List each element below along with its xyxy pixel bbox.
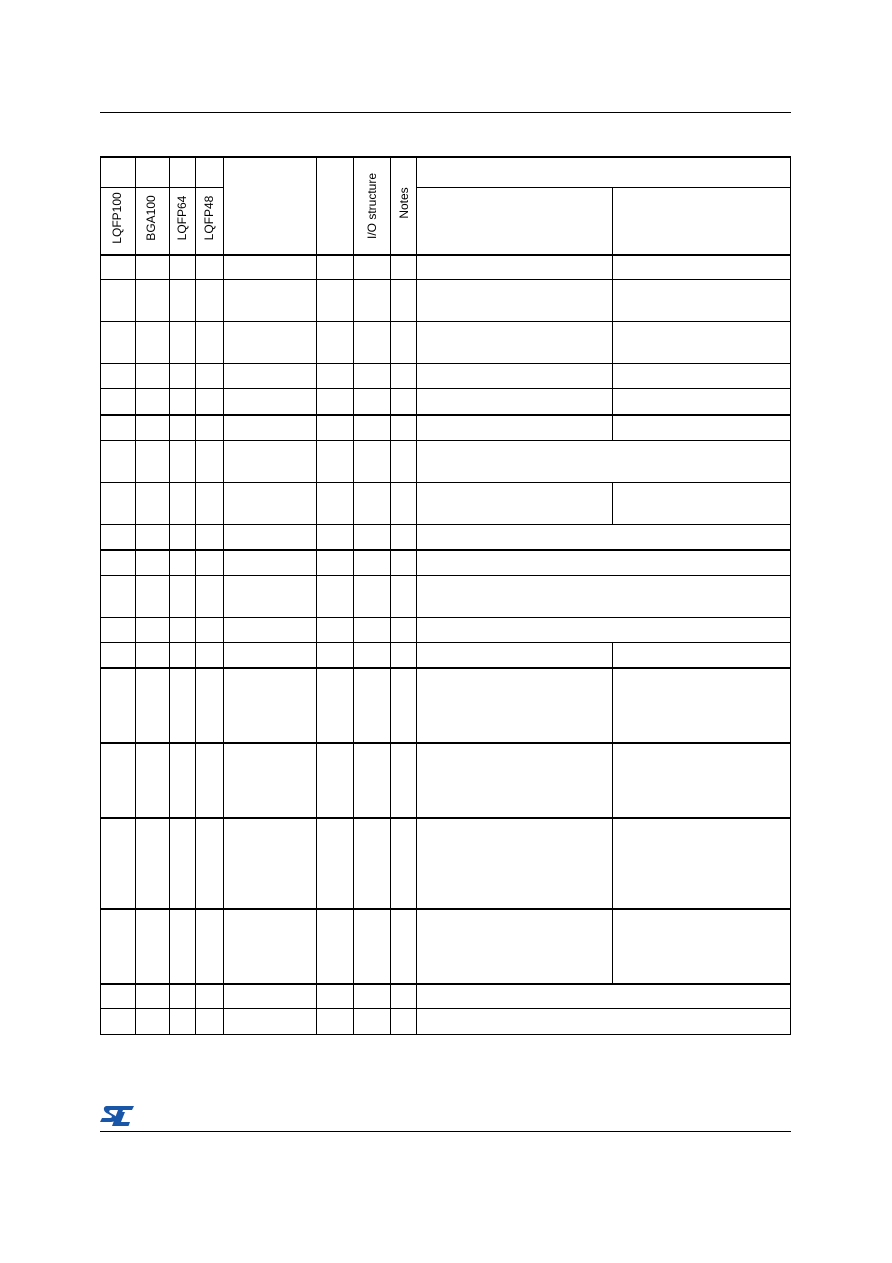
table-col-line [390,156,391,1035]
header-lqfp48: LQFP48 [202,195,216,241]
table-row-line [100,414,791,416]
table-row-line [100,817,791,819]
table-row-line [100,642,791,643]
table-col-split [612,254,613,279]
pin-table [100,156,791,1035]
table-border-top [100,156,791,158]
table-col-split [612,642,613,667]
table-row-line [100,440,791,441]
table-row-line [100,388,791,389]
header-rule [100,112,791,113]
table-col-split [612,187,613,254]
table-row-line [100,908,791,910]
table-row-line [100,279,791,280]
table-border-bottom [100,1034,791,1036]
table-row-line [100,617,791,618]
table-col-split [612,817,613,908]
header-group-line [100,187,223,188]
table-border-left [100,156,101,1035]
table-col-split [612,667,613,742]
table-col-line [353,156,354,1035]
table-row-line [100,667,791,669]
table-col-split [612,482,613,524]
footer-rule [100,1131,791,1132]
table-col-split [612,414,613,440]
table-col-split [612,388,613,414]
table-row-line [100,549,791,551]
table-col-line [195,156,196,1035]
header-lqfp64: LQFP64 [175,195,189,241]
table-col-split [612,321,613,363]
table-row-line [100,575,791,576]
table-col-split [612,742,613,817]
table-col-line [316,156,317,1035]
header-lqfp100: LQFP100 [110,192,124,244]
st-logo-icon [99,1104,135,1128]
table-row-line [100,363,791,364]
table-row-line [100,321,791,322]
table-col-line [416,156,417,1035]
table-col-line [169,156,170,1035]
table-col-split [612,908,613,983]
table-col-split [612,279,613,321]
table-border-right [790,156,791,1035]
table-row-line [100,254,791,256]
table-row-line [100,983,791,985]
table-col-split [612,363,613,388]
header-notes: Notes [397,187,411,219]
table-row-line [100,524,791,525]
table-col-line [223,156,224,1035]
header-group-line [416,187,791,188]
table-row-line [100,482,791,483]
table-row-line [100,1008,791,1009]
table-col-line [135,156,136,1035]
header-io-structure: I/O structure [365,172,379,240]
table-row-line [100,742,791,744]
header-bga100: BGA100 [144,195,158,241]
